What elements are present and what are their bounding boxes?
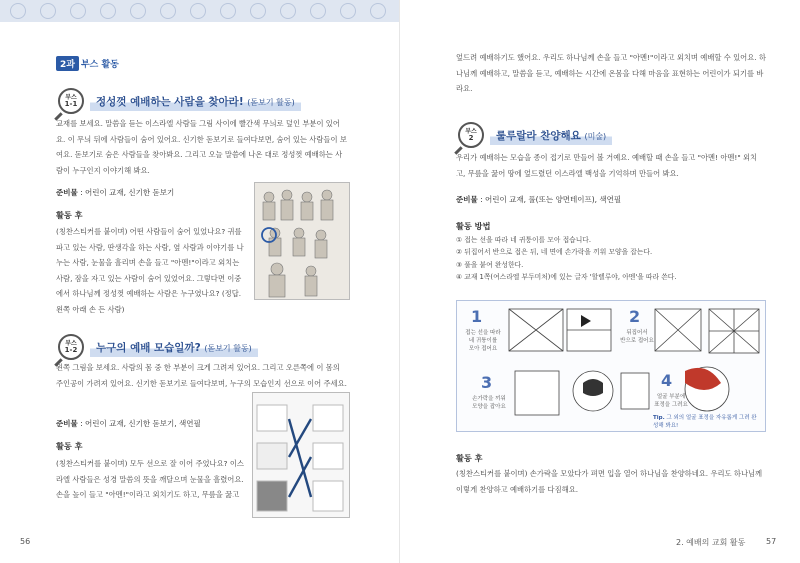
materials-label: 준비물	[56, 419, 78, 428]
chapter-footer-label: 2. 예배의 교회 활동	[676, 538, 746, 547]
badge-top-text: 부스	[65, 94, 77, 101]
step-item: ④ 교재 1쪽(여스라엘 부두미처)에 있는 글자 '할렐루야, 아멘'을 따라 쓴다.	[456, 273, 677, 282]
step-note-1: 접는 선을 따라 네 귀퉁이를 모아 접어요	[465, 330, 501, 352]
lesson-number: 2과	[56, 56, 79, 71]
folding-instructions-panel	[456, 300, 766, 432]
booth-1-1-materials	[56, 187, 174, 198]
booth-2-body: 우리가 예배하는 모습을 종이 접기로 만들어 볼 거예요. 예배할 때 손을 들고 "아멘! 아멘!" 외치고, 무릎을 꿇어 땅에 엎드렸던 이스라엘 백성을 기억하며 만들어 봐요.	[456, 153, 758, 178]
booth-1-2-heading	[58, 334, 258, 360]
booth-2-after-heading: 활동 후	[456, 453, 483, 463]
section-title-text: 정성껏 예배하는 사람을 찾아라!	[96, 95, 244, 108]
tip-label: Tip.	[653, 415, 665, 421]
magnifier-badge-icon	[58, 334, 84, 360]
materials-text: : 어린이 교재, 신기한 돋보기, 색연필	[77, 419, 201, 428]
materials-text: : 어린이 교재, 풀(또는 양면테이프), 색연필	[477, 195, 622, 204]
step-number-1: 1	[471, 307, 483, 326]
hidden-people-illustration	[254, 182, 350, 300]
materials-text: : 어린이 교재, 신기한 돋보기	[77, 188, 175, 197]
lesson-label	[56, 56, 119, 71]
step-note-4: 얼굴 부분에 표정을 그려요	[654, 394, 688, 408]
step-item: ② 뒤집어서 반으로 접은 뒤, 네 면에 손가락을 끼워 모양을 잡는다.	[456, 248, 653, 257]
section-tag: (돋보기 활동)	[204, 343, 252, 353]
lesson-label-text: 부스 활동	[80, 60, 119, 70]
section-title	[90, 92, 301, 111]
badge-top-text: 부스	[465, 128, 477, 135]
booth-1-2-materials	[56, 418, 201, 429]
booth-2-after-text: (칭찬스티커를 붙이며) 손가락을 모았다가 펴면 입을 열어 하나님을 찬양하네요. 우리도 하나님께 이렇게 찬양하고 예배하기를 다짐해요.	[456, 469, 763, 494]
badge-number: 1-1	[64, 100, 78, 108]
matching-lines-illustration	[253, 393, 349, 517]
step-note-3: 손가락을 끼워 모양을 잡아요	[472, 396, 506, 410]
booth-1-1-body: 교재를 보세요. 말씀을 듣는 이스라엘 사람들 그림 사이에 빨간색 무늬로 덮인 부분이 있어요. 이 무늬 뒤에 사람들이 숨어 있어요. 신기한 돋보기로 들여다보면, 숨어 있는 사람들이 보여요. 돋보기로 숨은 사람들을 찾아봐요. 그리고 오늘 말씀에 나온 대로 정성껏 예배하는 사람이 누구인지 이야기해 봐요.	[56, 119, 347, 175]
folding-diagrams	[457, 301, 765, 431]
magnifier-badge-icon	[458, 122, 484, 148]
matching-activity-illustration	[252, 392, 350, 518]
method-heading: 활동 방법	[456, 221, 491, 231]
booth-1-2-after-heading: 활동 후	[56, 441, 83, 451]
booth-2-heading	[458, 122, 612, 148]
booth-1-2-after-text: (칭찬스티커를 붙이며) 모두 선으로 잘 이어 주었나요? 이스라엘 사람들은 성경 말씀의 뜻을 깨달으며 눈물을 흘렸어요. 손을 높이 들고 "아멘!"이라고 외치기도 하고, 무릎을 꿇고	[56, 459, 244, 499]
badge-number: 1-2	[64, 346, 78, 354]
tip-note	[653, 413, 761, 429]
method-steps	[456, 234, 766, 284]
step-note-2: 뒤집어서 반으로 접어요	[620, 330, 654, 344]
page-number-right: 57	[766, 537, 777, 546]
section-tag: (미술)	[584, 131, 607, 141]
step-number-3: 3	[481, 373, 493, 392]
materials-label: 준비물	[56, 188, 78, 197]
decorative-top-band	[0, 0, 400, 22]
section-title	[90, 338, 258, 357]
step-item: ① 접는 선을 따라 네 귀퉁이를 모아 접습니다.	[456, 236, 591, 244]
section-title-text: 누구의 예배 모습일까?	[96, 341, 201, 354]
booth-1-2-body: 왼쪽 그림을 보세요. 사람의 몸 중 한 부분이 크게 그려져 있어요. 그리고 오른쪽에 이 몸의 주인공이 가려져 있어요. 신기한 돋보기로 들여다보며, 누구의 모습인지 선으로 이어 주세요.	[56, 363, 347, 388]
page-number-left: 56	[20, 537, 31, 546]
step-item: ③ 풀을 붙여 완성한다.	[456, 260, 524, 269]
tip-text: 그 외의 얼굴 표정을 자유롭게 그려 완성해 봐요!	[653, 415, 757, 429]
booth-1-1-after-text: (칭찬스티커를 붙이며) 어떤 사람들이 숨어 있었나요? 귀를 파고 있는 사람, 딴생각을 하는 사람, 옆 사람과 이야기를 나누는 사람, 눈물을 흘리며 손을 들고 "아멘!"이라고 외치는 사람, 잠을 자고 있는 사람이 숨어 있었어요. 그렇다면 이중에서 하나님께 정성껏 예배하는 사람은 누구였나요? (정답. 왼쪽 아래 손 든 사람)	[56, 227, 244, 314]
materials-label: 준비물	[456, 195, 478, 204]
section-title-text: 룰루랄라 찬양해요	[496, 129, 581, 142]
booth-1-1-after-heading: 활동 후	[56, 210, 83, 220]
worship-crowd-illustration	[255, 183, 349, 299]
badge-number: 2	[468, 134, 474, 142]
badge-top-text: 부스	[65, 340, 77, 347]
step-number-2: 2	[629, 307, 641, 326]
continued-paragraph: 엎드려 예배하기도 했어요. 우리도 하나님께 손을 들고 "아멘!"이라고 외치며 예배할 수 있어요. 하나님께 예배하고, 말씀을 듣고, 예배하는 시간에 온몸을 다해 마음을 표현하는 어린이가 되기를 바라요.	[456, 53, 766, 93]
section-tag: (돋보기 활동)	[247, 97, 295, 107]
booth-2-materials	[456, 194, 621, 205]
magnifier-badge-icon	[58, 88, 84, 114]
step-number-4: 4	[661, 371, 673, 390]
booth-1-1-heading	[58, 88, 301, 114]
section-title	[490, 126, 612, 145]
